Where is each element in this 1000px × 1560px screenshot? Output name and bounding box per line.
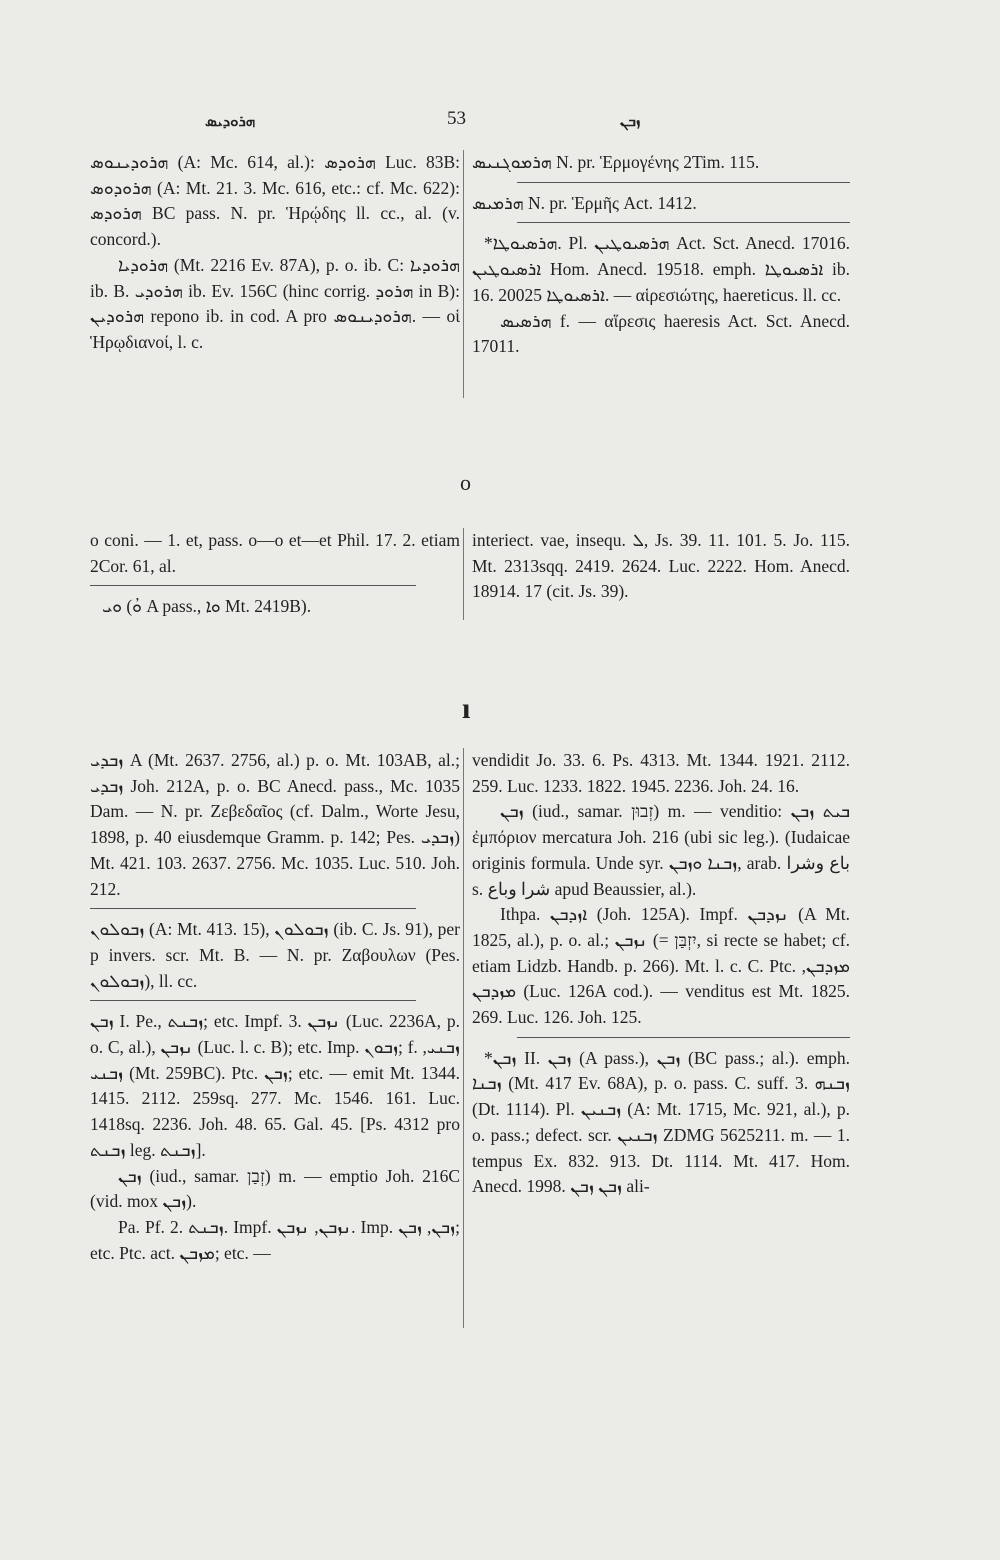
entry-hermes: ܗܪܡܝܣ N. pr. Ἑρμῆς Act. 1412. <box>472 192 697 213</box>
letter-heading-o: o <box>460 470 471 495</box>
entry-zban-pe: ܙܒܢ I. Pe., ܙܒܢܬ; etc. Impf. 3. ܢܙܒܢ (Luc. 2236A, p. o. C, al.), ܢܙܒܢ (Luc. l. c. B); etc. Imp. ܙܒܘܢ; f. ܙܒܢܝ, ܙܒܢܝ (Mt. 259BC). Ptc. ܙܒܢ; etc. — emit Mt. 1344. 1415. 2112. 259sq. 277. Mc. 1546. 161. Luc. 1418sq. 2236. Joh. 48. 65. Gal. 45. [Ps. 4312 pro ܙܒܢܬ leg. ܙܒܢܬ]. <box>90 1011 460 1160</box>
section-o-left-column <box>90 528 460 620</box>
entry-ithpa: Ithpa. ܐܙܕܒܢ (Joh. 125A). Impf. ܢܙܕܒܢ (A Mt. 1825, al.), p. o. al.; ܢܙܒܢ (= יִזְבַּן, si recte se habet; cf. etiam Lidzb. Handb. p. 266). Mt. l. c. C. Ptc. ܡܙܕܒܢ, ܡܙܕܒܢ (Luc. 126A cod.). — venditus est Mt. 1825. 269. Luc. 126. Joh. 125. <box>472 904 850 1028</box>
entry-hermogenes: ܗܪܡܘܓܢܝܣ N. pr. Ἑρμογένης 2Tim. 115. <box>472 152 760 172</box>
entry-zebedaios: ܙܒܕܝ A (Mt. 2637. 2756, al.) p. o. Mt. 103AB, al.; ܙܒܕܝ Joh. 212A, p. o. BC Anecd. pass., Mc. 1035 Dam. — N. pr. Ζεβεδαῖος (cf. Dalm., Worte Jesu, 1898, p. 40 eiusdemque Gramm. p. 142; Pes. ܙܒܕܝ) Mt. 421. 103. 2637. 2756. Mc. 1035. Luc. 510. Joh. 212. <box>90 750 460 899</box>
divider <box>90 908 416 909</box>
entry-herodiani: ܗܪܘܕܝܐ (Mt. 2216 Ev. 87A), p. o. ib. C: ܗܪܘܕܝܐ ib. B. ܗܪܘܕܝ ib. Ev. 156C (hinc corrig. ܗܪܘܕ in B): ܗܪܘܕܝܢ repono ib. in cod. A pro ܗܪܘܕܝܢܘܣ. — οἱ Ἡρῳδιανοί, l. c. <box>90 254 460 352</box>
section-z-right-column <box>472 748 850 1200</box>
divider <box>517 222 850 223</box>
page-number: 53 <box>447 108 466 129</box>
section-h-left-column <box>90 150 460 356</box>
entry-haeresis: ܗܪܣܝܣ f. — αἵρεσις haeresis Act. Sct. Anecd. 17011. <box>472 310 850 357</box>
section-z-column-rule <box>463 748 464 1328</box>
entry-zban-tempus: *ܙܒܢ II. ܙܒܢ (A pass.), ܙܒܢ (BC pass.; al.). emph. ܙܒܢܐ (Mt. 417 Ev. 68A), p. o. pass. C. suff. 3. ܙܒܢܗ (Dt. 1114). Pl. ܙܒܢܝܢ (A: Mt. 1715, Mc. 921, al.), p. o. pass.; defect. scr. ܙܒܢܝܢ ZDMG 5625211. m. — 1. tempus Ex. 832. 913. Dt. 1114. Mt. 417. Hom. Anecd. 1998. ܙܒܢ ܙܒܢ ali- <box>472 1047 851 1197</box>
entry-zabulon: ܙܒܘܠܘܢ (A: Mt. 413. 15), ܙܒܘܠܘܢ (ib. C. Js. 91), per p invers. scr. Mt. B. — N. pr. Ζαβουλων (Pes. ܙܒܘܠܘܢ), ll. cc. <box>90 919 461 991</box>
entry-venditio: ܙܒܢ (iud., samar. זְבוּן) m. — venditio: ܒܝܬ ܙܒܢ ἐμπόριον mercatura Joh. 216 (ubi sic leg.). (Iudaicae originis formula. Unde syr. ܙܒܢܐ ܘܙܒܢ, arab. باع وشرا s. شرا وباع apud Beaussier, al.). <box>472 801 851 899</box>
section-z-left-column <box>90 748 460 1266</box>
divider <box>517 1037 850 1038</box>
entry-herodes: ܗܪܘܕܝܢܘܣ (A: Mc. 614, al.): ܗܪܘܕܣ Luc. 83B: ܗܪܘܕܘܣ (A: Mt. 21. 3. Mc. 616, etc.: cf. Mc. 622): ܗܪܘܕܣ BC pass. N. pr. Ἡρῴδης ll. cc., al. (v. concord.). <box>90 152 460 250</box>
divider <box>517 182 850 183</box>
entry-vendidit: vendidit Jo. 33. 6. Ps. 4313. Mt. 1344. 1921. 2112. 259. Luc. 1233. 1822. 1945. 2236. Joh. 24. 16. <box>472 750 850 796</box>
entry-wai: ܘܝ (ܘܳ A pass., ܘܐ Mt. 2419B). <box>102 596 312 617</box>
section-h-column-rule <box>463 150 464 398</box>
section-o-right-column <box>472 528 850 605</box>
letter-heading-z: ı <box>462 692 471 725</box>
running-header-right: ܙܒܢ <box>620 112 641 130</box>
entry-wai-interjection: interiect. vae, insequ. ܠ, Js. 39. 11. 101. 5. Jo. 115. Mt. 2313sqq. 2419. 2624. Luc. 2222. Hom. Anecd. 18914. 17 (cit. Js. 39). <box>472 530 850 602</box>
entry-haeresiota: *ܗܪܣܝܘܛܐ. Pl. ܗܪܣܝܘܛܝܢ Act. Sct. Anecd. 17016. ܐܪܣܝܘܛܝܢ Hom. Anecd. 19518. emph. ܐܪܣܝܘܛܐ ib. 16. ܐܪܣܝܘܛܐ 20025. — αἱρεσιώτης, haereticus. ll. cc. <box>472 233 850 305</box>
running-header-left: ܗܪܘܕܝܣ <box>205 112 256 130</box>
section-o-column-rule <box>463 528 464 620</box>
entry-o-conjunction: o coni. — 1. et, pass. o—o et—et Phil. 17. 2. etiam 2Cor. 61, al. <box>90 530 460 576</box>
entry-zban-emptio: ܙܒܢ (iud., samar. זְבַן) m. — emptio Joh. 216C (vid. mox ܙܒܢ). <box>90 1165 460 1212</box>
entry-zban-pa: Pa. Pf. 2. ܙܒܢܬ. Impf. ܢܙܒܢ, ܢܙܒܢ. Imp. ܙܒܢ, ܙܒܢ; etc. Ptc. act. ܡܙܒܢ; etc. — <box>90 1216 460 1263</box>
section-h-right-column <box>472 150 850 360</box>
divider <box>90 585 416 586</box>
divider <box>90 1000 416 1001</box>
